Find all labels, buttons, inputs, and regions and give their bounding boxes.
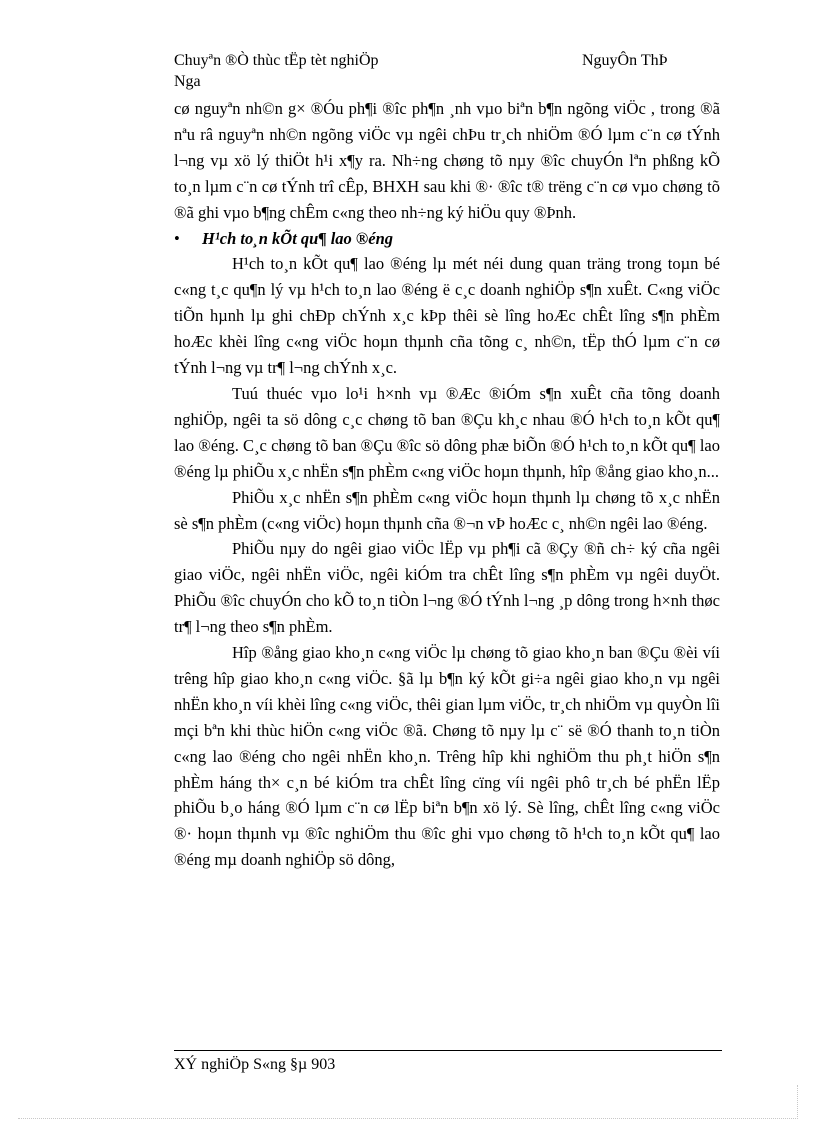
paragraph: Hîp ®ång giao kho¸n c«ng viÖc lµ chøng tõ giao kho¸n ban ®Çu ®èi víi trêng hîp giao kho¸n c«ng viÖc. §ã lµ b¶n ký kÕt gi÷a ngêi giao kho¸n vµ ngêi nhËn kho¸n víi khèi lîng c«ng viÖc, thêi gian lµm viÖc, tr¸ch nhiÖm vµ quyÒn lîi mçi bªn khi thùc hiÖn c«ng viÖc ®ã. Chøng tõ nµy lµ c¨ së ®Ó thanh to¸n tiÒn c«ng lao ®éng cho ngêi nhËn kho¸n. Trêng hîp khi nghiÖm thu ph¸t hiÖn s¶n phÈm háng th× c¸n bé kiÓm tra chÊt lîng cïng víi ngêi phô tr¸ch bé phËn lËp phiÕu b¸o háng ®Ó lµm c¨n cø lËp biªn b¶n xö lý. Sè lîng, chÊt lîng c«ng viÖc ®· hoµn thµnh vµ ®îc nghiÖm thu ®îc ghi vµo chøng tõ h¹ch to¸n kÕt qu¶ lao ®éng mµ doanh nghiÖp sö dông, bbox=[174, 643, 720, 870]
paragraph: PhiÕu x¸c nhËn s¶n phÈm c«ng viÖc hoµn thµnh lµ chøng tõ x¸c nhËn sè s¶n phÈm (c«ng viÖc) hoµn thµnh cña ®¬n vÞ hoÆc c¸ nh©n ngêi lao ®éng. bbox=[174, 487, 720, 533]
bullet-icon: • bbox=[174, 228, 180, 248]
paragraph: H¹ch to¸n kÕt qu¶ lao ®éng lµ mét néi dung quan träng trong toµn bé c«ng t¸c qu¶n lý vµ h¹ch to¸n lao ®éng ë c¸c doanh nghiÖp s¶n xuÊt. C«ng viÖc tiÕn hµnh lµ ghi chÐp chÝnh x¸c kÞp thêi sè lîng hoÆc chÊt lîng s¶n phÈm hoÆc khèi lîng c«ng viÖc hoµn thµnh cña tõng c¸ nh©n, tËp thÓ lµm c¨n cø tÝnh l¬ng vµ tr¶ l¬ng chÝnh x¸c. bbox=[174, 254, 720, 378]
paragraph: Tuú thuéc vµo lo¹i h×nh vµ ®Æc ®iÓm s¶n xuÊt cña tõng doanh nghiÖp, ngêi ta sö dông c¸c chøng tõ ban ®Çu kh¸c nhau ®Ó h¹ch to¸n kÕt qu¶ lao ®éng. C¸c chøng tõ ban ®Çu ®îc sö dông phæ biÕn ®Ó h¹ch to¸n kÕt qu¶ lao ®éng lµ phiÕu x¸c nhËn s¶n phÈm c«ng viÖc hoµn thµnh, hîp ®ång giao kho¸n... bbox=[174, 383, 720, 481]
paragraph-continuation: cø nguyªn nh©n g× ®Óu ph¶i ®îc ph¶n ¸nh vµo biªn b¶n ngõng viÖc , trong ®ã nªu râ nguyªn nh©n ngõng viÖc vµ ngêi chÞu tr¸ch nhiÖm ®Ó lµm c¨n cø tÝnh l¬ng vµ xö lý thiÖt h¹i x¶y ra. Nh÷ng chøng tõ nµy ®îc chuyÓn lªn phßng kÕ to¸n lµm c¨n cø tÝnh trî cÊp, BHXH sau khi ®· ®îc t® trëng c¨n cø vµo chøng tõ ®ã ghi vµo b¶ng chÊm c«ng theo nh÷ng ký hiÖu quy ®Þnh. bbox=[174, 99, 720, 222]
body-text bbox=[174, 96, 720, 873]
page-header bbox=[174, 50, 734, 92]
section-heading bbox=[174, 226, 720, 252]
header-author-continued: Nga bbox=[174, 73, 201, 90]
section-heading-text: H¹ch to¸n kÕt qu¶ lao ®éng bbox=[202, 228, 393, 248]
page-edge-bottom bbox=[18, 1118, 798, 1119]
header-author: NguyÔn ThÞ bbox=[582, 52, 668, 69]
page-edge-right bbox=[797, 1085, 798, 1119]
footer-divider bbox=[174, 1050, 722, 1051]
paragraph: PhiÕu nµy do ngêi giao viÖc lËp vµ ph¶i cã ®Çy ®ñ ch÷ ký cña ngêi giao viÖc, ngêi nhËn viÖc, ngêi kiÓm tra chÊt lîng s¶n phÈm vµ ngêi duyÖt. PhiÕu ®îc chuyÓn cho kÕ to¸n tiÒn l¬ng ®Ó tÝnh l¬ng ¸p dông trong h×nh thøc tr¶ l¬ng theo s¶n phÈm. bbox=[174, 539, 720, 637]
footer-text: XÝ nghiÖp S«ng §µ 903 bbox=[174, 1056, 336, 1073]
header-title: Chuyªn ®Ò thùc tËp tèt nghiÖp bbox=[174, 52, 379, 69]
